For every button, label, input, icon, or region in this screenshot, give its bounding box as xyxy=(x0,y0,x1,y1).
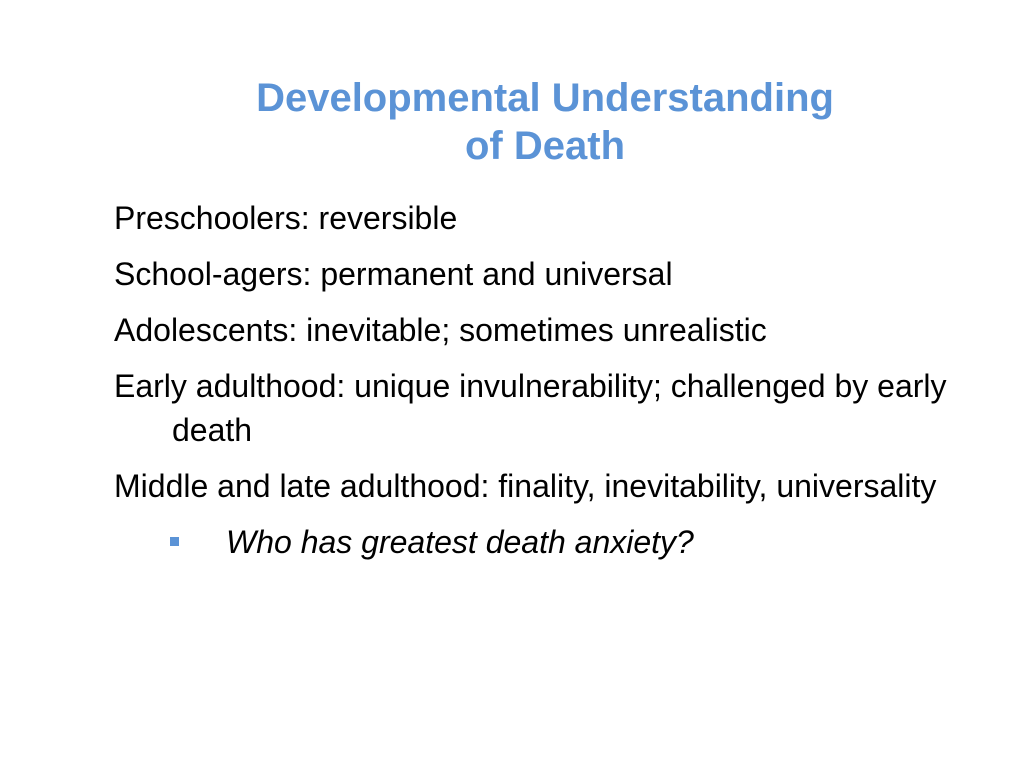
slide-title-line-2: of Death xyxy=(465,124,625,168)
slide-title-line-1: Developmental Understanding xyxy=(256,76,834,120)
list-item-middle-late-adulthood-text: Middle and late adulthood: finality, inevitability, universality xyxy=(114,468,937,504)
sub-item-death-anxiety-question xyxy=(114,520,994,564)
list-item-preschoolers: Preschoolers: reversible xyxy=(114,200,458,236)
slide-body-list xyxy=(114,196,994,564)
list-item-early-adulthood xyxy=(114,364,994,452)
list-item-early-adulthood-text: Early adulthood: unique invulnerability; challenged by early death xyxy=(114,368,947,448)
sub-item-text: Who has greatest death anxiety? xyxy=(226,524,694,560)
list-item-school-agers: School-agers: permanent and universal xyxy=(114,256,673,292)
list-item-middle-late-adulthood xyxy=(114,464,994,508)
slide-title xyxy=(150,74,940,170)
square-bullet-icon xyxy=(170,537,179,546)
list-item-adolescents: Adolescents: inevitable; sometimes unrealistic xyxy=(114,312,767,348)
